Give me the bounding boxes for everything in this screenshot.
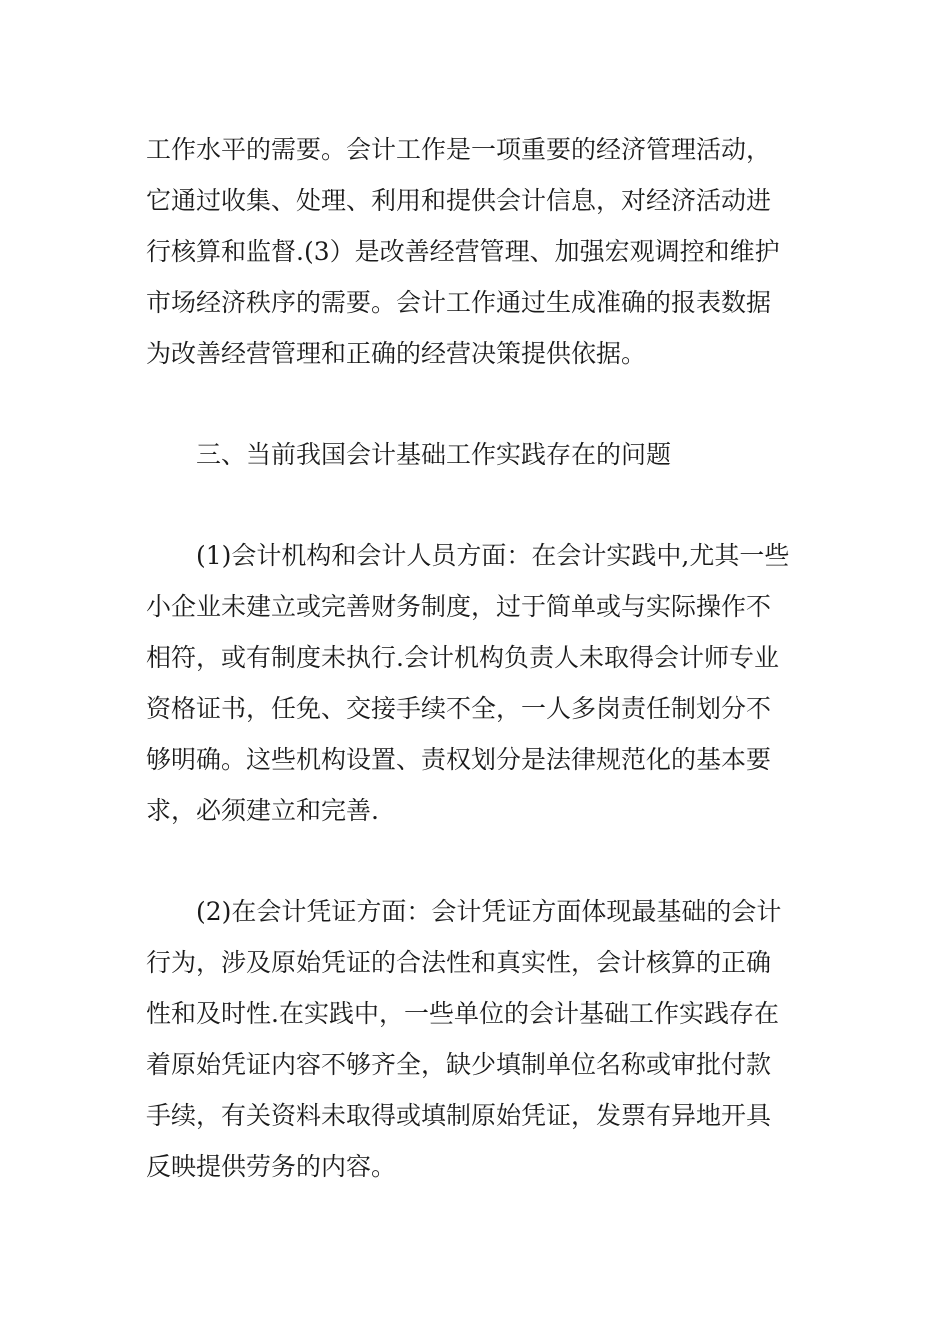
- text-line: 市场经济秩序的需要。会计工作通过生成准确的报表数据: [146, 288, 772, 317]
- text-line: (1)会计机构和会计人员方面：在会计实践中,尤其一些: [196, 541, 790, 570]
- text-line: 行为，涉及原始凭证的合法性和真实性，会计核算的正确: [146, 948, 772, 977]
- text-line: 够明确。这些机构设置、责权划分是法律规范化的基本要: [146, 745, 772, 774]
- text-line: 求，必须建立和完善.: [146, 796, 379, 825]
- text-line: 着原始凭证内容不够齐全，缺少填制单位名称或审批付款: [146, 1050, 772, 1079]
- text-line: 它通过收集、处理、利用和提供会计信息，对经济活动进: [146, 186, 772, 215]
- text-line: 手续，有关资料未取得或填制原始凭证，发票有异地开具: [146, 1101, 772, 1130]
- text-line: 相符，或有制度未执行.会计机构负责人未取得会计师专业: [146, 643, 779, 672]
- document-body: [146, 124, 806, 1192]
- text-line: 为改善经营管理和正确的经营决策提供依据。: [146, 339, 647, 368]
- paragraph-accounting-vouchers: [146, 886, 806, 1192]
- text-line: 工作水平的需要。会计工作是一项重要的经济管理活动，: [146, 135, 772, 164]
- text-line: 反映提供劳务的内容。: [146, 1152, 397, 1181]
- paragraph-intro-continuation: [146, 124, 806, 379]
- text-line: 行核算和监督.(3）是改善经营管理、加强宏观调控和维护: [146, 237, 780, 266]
- text-line: 性和及时性.在实践中，一些单位的会计基础工作实践存在: [146, 999, 779, 1028]
- text-line: 小企业未建立或完善财务制度，过于简单或与实际操作不: [146, 592, 772, 621]
- section-heading: [146, 429, 806, 480]
- text-line: (2)在会计凭证方面：会计凭证方面体现最基础的会计: [196, 897, 782, 926]
- paragraph-accounting-institutions: [146, 530, 806, 836]
- heading-line: 三、当前我国会计基础工作实践存在的问题: [196, 440, 672, 469]
- text-line: 资格证书，任免、交接手续不全，一人多岗责任制划分不: [146, 694, 772, 723]
